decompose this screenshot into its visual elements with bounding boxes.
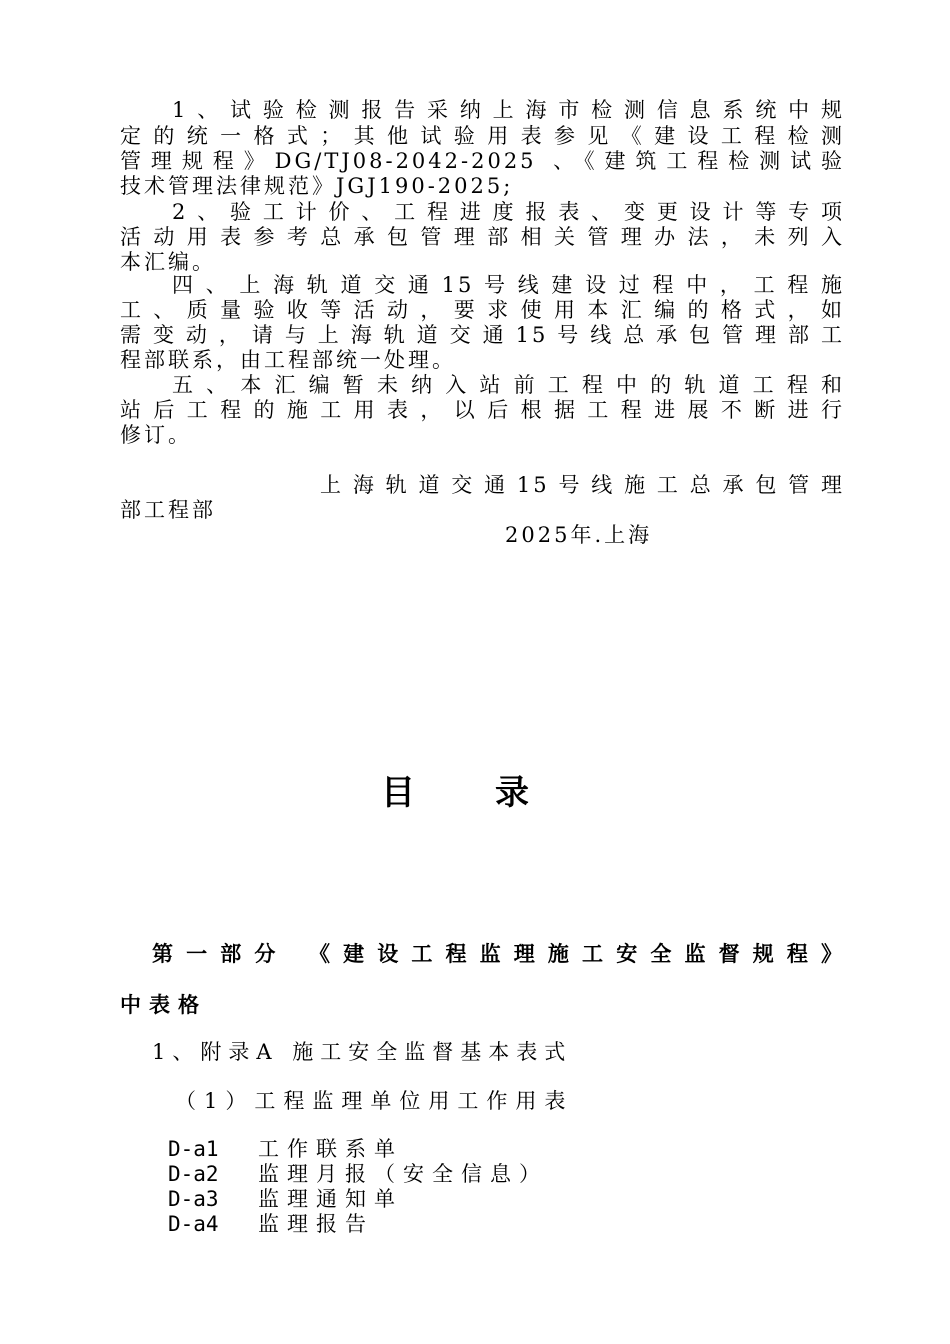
para4-line3: 修订。 — [120, 423, 192, 447]
para2-line2: 活动用表参考总承包管理部相关管理办法，未列入 — [120, 225, 845, 249]
para2-line1: 2、验工计价、工程进度报表、变更设计等专项 — [172, 200, 845, 224]
signature-date: 2025年.上海 — [505, 523, 653, 547]
para1-line1: 1、试验检测报告采纳上海市检测信息系统中规 — [172, 98, 845, 122]
signature-org-line2: 部工程部 — [120, 498, 216, 522]
signature-org-line1: 上海轨道交通15号线施工总承包管理 — [320, 473, 845, 497]
toc-item — [168, 1187, 893, 1212]
toc-item-name: 工作联系单 — [257, 1137, 403, 1161]
toc-item-code: D-a1 — [168, 1137, 219, 1161]
para3-line4: 程部联系，由工程部统一处理。 — [120, 348, 456, 372]
para3-line3: 需变动，请与上海轨道交通15号线总承包管理部工 — [120, 323, 845, 347]
toc-item-name: 监理月报（安全信息） — [257, 1162, 548, 1186]
toc-item-name: 监理通知单 — [257, 1187, 403, 1211]
toc-item-name: 监理报告 — [257, 1212, 374, 1236]
toc-item-code: D-a4 — [168, 1212, 219, 1236]
toc-appendix-a: 1、附录A 施工安全监督基本表式 — [152, 1040, 573, 1064]
toc-item-code: D-a3 — [168, 1187, 219, 1211]
para1-line3: 管理规程》DG/TJ08-2042-2025 、《建筑工程检测试验 — [120, 149, 845, 173]
para4-line2: 站后工程的施工用表，以后根据工程进展不断进行 — [120, 398, 845, 422]
toc-section-1: （1）工程监理单位用工作用表 — [175, 1089, 574, 1113]
toc-item-code: D-a2 — [168, 1162, 219, 1186]
toc-part1-heading: 第一部分 《建设工程监理施工安全监督规程》 — [152, 941, 845, 966]
para3-line2: 工、质量验收等活动，要求使用本汇编的格式，如 — [120, 298, 845, 322]
toc-item — [168, 1212, 893, 1237]
para2-line3: 本汇编。 — [120, 250, 216, 274]
toc-item — [168, 1162, 893, 1187]
para1-line4: 技术管理法律规范》JGJ190-2025; — [120, 174, 514, 198]
toc-title: 目录 — [381, 773, 609, 813]
toc-part1-heading-cont: 中表格 — [120, 992, 207, 1017]
toc-item — [168, 1137, 893, 1162]
para1-line2: 定的统一格式；其他试验用表参见《建设工程检测 — [120, 124, 845, 148]
para3-line1: 四、上海轨道交通15号线建设过程中，工程施 — [172, 273, 845, 297]
para4-line1: 五、本汇编暂未纳入站前工程中的轨道工程和 — [172, 373, 845, 397]
